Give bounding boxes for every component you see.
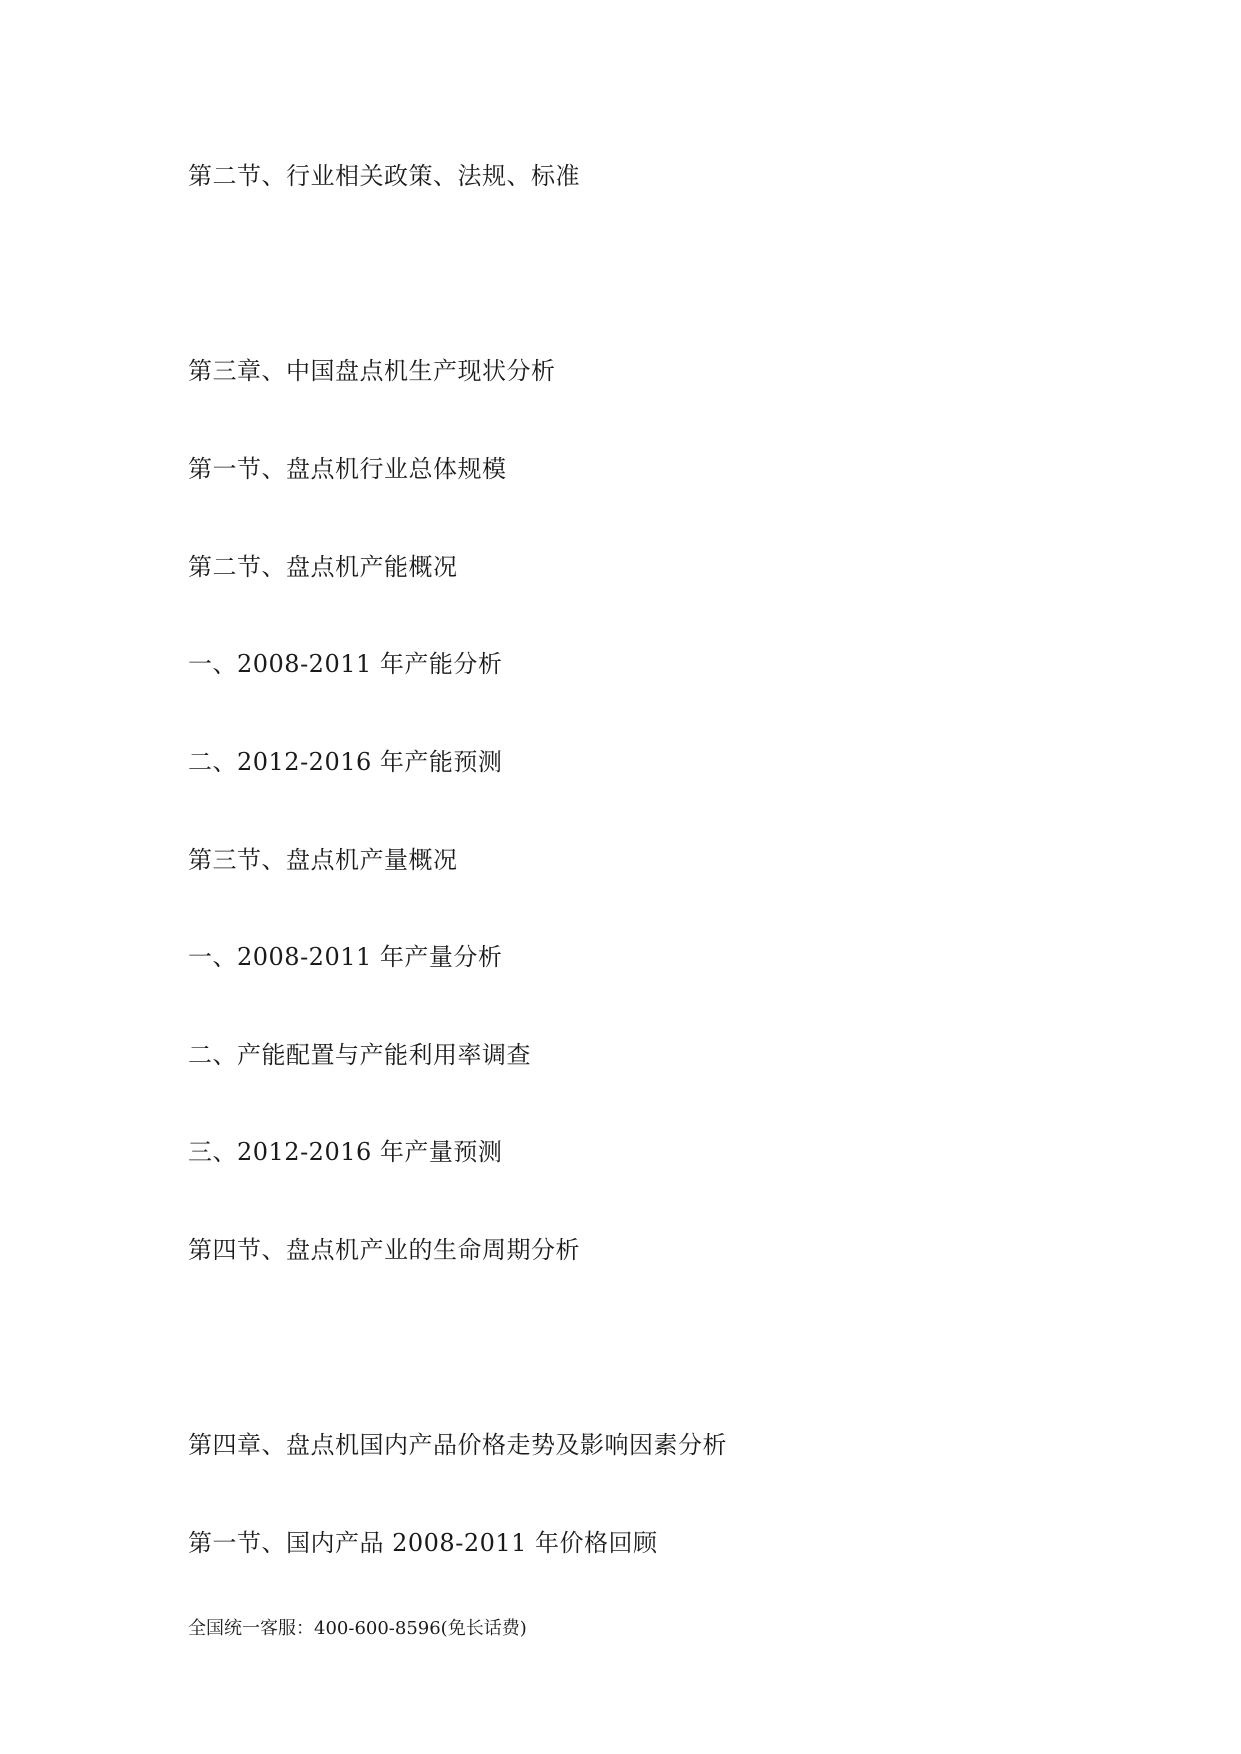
toc-item-capacity-analysis: 一、2008-2011 年产能分析 — [188, 650, 503, 678]
toc-section-lifecycle: 第四节、盘点机产业的生命周期分析 — [188, 1236, 580, 1264]
toc-section-price-review: 第一节、国内产品 2008-2011 年价格回顾 — [188, 1529, 658, 1557]
toc-chapter-4: 第四章、盘点机国内产品价格走势及影响因素分析 — [188, 1431, 727, 1459]
toc-section-capacity: 第二节、盘点机产能概况 — [188, 553, 458, 581]
footer-hotline: 全国统一客服：400-600-8596(免长话费) — [188, 1618, 527, 1639]
toc-item-output-forecast: 三、2012-2016 年产量预测 — [188, 1138, 503, 1166]
toc-item-output-analysis: 一、2008-2011 年产量分析 — [188, 943, 503, 971]
toc-section-policy: 第二节、行业相关政策、法规、标准 — [188, 162, 580, 190]
toc-item-capacity-forecast: 二、2012-2016 年产能预测 — [188, 748, 503, 776]
toc-section-scale: 第一节、盘点机行业总体规模 — [188, 455, 507, 483]
toc-item-capacity-utilization: 二、产能配置与产能利用率调查 — [188, 1041, 531, 1069]
toc-section-output: 第三节、盘点机产量概况 — [188, 846, 458, 874]
toc-chapter-3: 第三章、中国盘点机生产现状分析 — [188, 357, 556, 385]
